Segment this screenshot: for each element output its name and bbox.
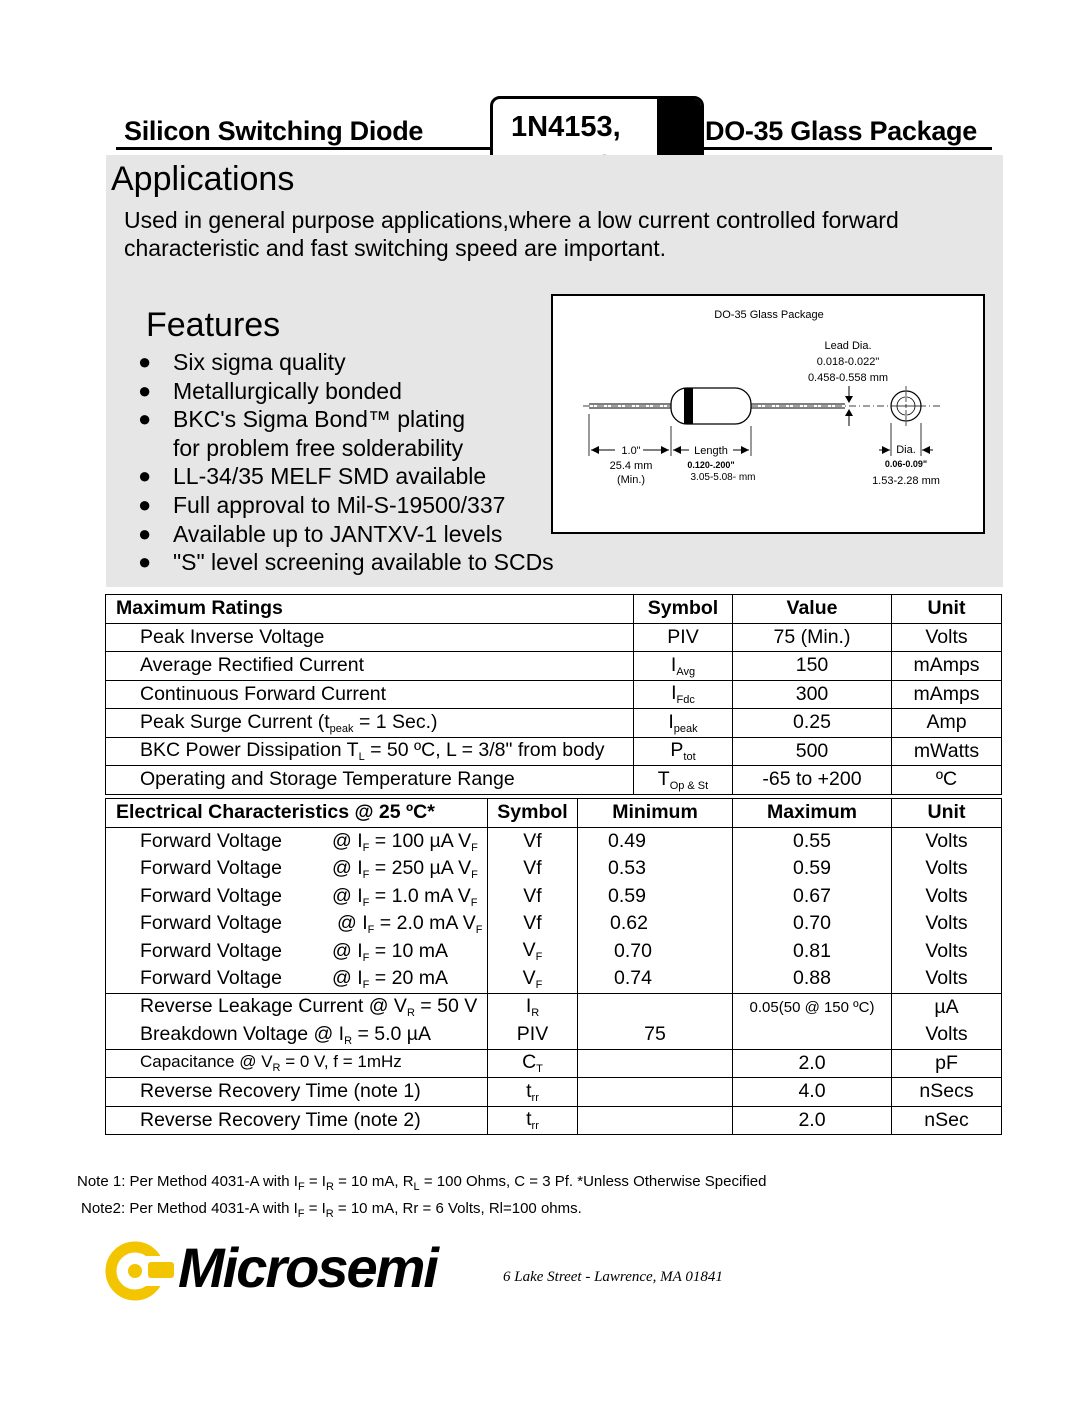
doc-title-left: Silicon Switching Diode	[124, 116, 424, 146]
length-mm: 3.05-5.08- mm	[690, 472, 756, 483]
symbol-cell: $I_{Avg}$	[634, 652, 733, 681]
length-in: 0.120-.200"	[687, 460, 735, 470]
symbol-cell: $I_{peak}$	[634, 709, 733, 738]
unit-cell: Volts	[892, 938, 1002, 966]
table-row	[106, 1106, 1002, 1135]
param-cell: Forward Voltage @ $I_F = 1.0$ mA $V_F$	[106, 883, 488, 911]
features-heading: Features	[146, 306, 281, 344]
symbol-cell: $T_{Op \& St}$	[634, 766, 733, 795]
param-cell: Forward Voltage @ $I_F = 250$ µA $V_F$	[106, 855, 488, 883]
table-row	[106, 623, 1002, 652]
param-cell: Forward Voltage @ $I_F = 10$ mA	[106, 938, 488, 966]
bullet-icon: ●	[138, 491, 152, 517]
value-cell: 150	[733, 652, 892, 681]
dia-label: Dia.	[896, 444, 916, 456]
microsemi-logo	[102, 1236, 482, 1306]
unit-cell: Amp	[892, 709, 1002, 738]
max-cell	[733, 1021, 892, 1049]
min-cell: 0.62	[578, 910, 733, 938]
value-cell: 0.25	[733, 709, 892, 738]
feature-item: ● Six sigma quality	[138, 349, 346, 375]
table-row	[106, 993, 1002, 1021]
unit-cell: ºC	[892, 766, 1002, 795]
unit-cell: pF	[892, 1049, 1002, 1078]
col-header: Maximum Ratings	[106, 595, 634, 624]
company-address: 6 Lake Street - Lawrence, MA 01841	[503, 1269, 723, 1285]
unit-cell: Volts	[892, 965, 1002, 993]
table-header-row	[106, 595, 1002, 624]
param-cell: Reverse Recovery Time (note 1)	[106, 1078, 488, 1107]
unit-cell: nSec	[892, 1106, 1002, 1135]
table-row	[106, 1021, 1002, 1049]
table-row	[106, 1049, 1002, 1078]
company-name: Microsemi	[178, 1236, 437, 1299]
table-row	[106, 709, 1002, 738]
max-cell: 0.81	[733, 938, 892, 966]
table-row	[106, 827, 1002, 855]
features-list	[138, 348, 554, 577]
lead-length-in: 1.0"	[621, 445, 641, 457]
dia-mm: 1.53-2.28 mm	[872, 475, 940, 487]
doc-title-right: DO-35 Glass Package	[705, 116, 977, 146]
table-row	[106, 855, 1002, 883]
table-row	[106, 883, 1002, 911]
applications-line-1: Used in general purpose applications,where a low current controlled forward	[124, 207, 899, 233]
unit-cell: µA	[892, 993, 1002, 1021]
unit-cell: Volts	[892, 855, 1002, 883]
col-header: Unit	[892, 595, 1002, 624]
symbol-cell: PIV	[488, 1021, 578, 1049]
max-cell: 0.67	[733, 883, 892, 911]
bullet-icon: ●	[138, 377, 152, 403]
value-cell: -65 to +200	[733, 766, 892, 795]
min-cell	[578, 1078, 733, 1107]
min-cell	[578, 1106, 733, 1135]
dia-in: 0.06-0.09"	[884, 459, 928, 469]
max-cell: 0.05(50 @ 150 ºC)	[733, 993, 892, 1021]
feature-item: ● Metallurgically bonded	[138, 377, 402, 404]
symbol-cell: Vf	[488, 827, 578, 855]
table-row	[106, 680, 1002, 709]
param-cell: BKC Power Dissipation $T_L = 50$ ºC, L = 3/8" from body	[106, 737, 634, 766]
param-cell: Forward Voltage @ $I_F = 20$ mA	[106, 965, 488, 993]
unit-cell: mWatts	[892, 737, 1002, 766]
col-header: Electrical Characteristics @ 25 ºC*	[106, 799, 488, 828]
electrical-table	[105, 798, 1002, 1135]
max-cell: 0.55	[733, 827, 892, 855]
param-cell: Operating and Storage Temperature Range	[106, 766, 634, 795]
table-row	[106, 1078, 1002, 1107]
feature-item: ● LL-34/35 MELF SMD available	[138, 463, 487, 490]
min-cell: 0.70	[578, 938, 733, 966]
bullet-icon: ●	[138, 349, 152, 374]
max-cell: 0.70	[733, 910, 892, 938]
max-cell: 4.0	[733, 1078, 892, 1107]
col-header: Symbol	[488, 799, 578, 828]
bullet-icon: ●	[138, 549, 152, 575]
logo-mark-icon	[102, 1238, 176, 1304]
feature-item: ● Full approval to Mil-S-19500/337	[138, 491, 506, 518]
max-cell: 0.59	[733, 855, 892, 883]
header-rule-left	[116, 147, 490, 150]
package-diagram-svg	[553, 296, 983, 532]
unit-cell: Volts	[892, 910, 1002, 938]
param-cell: Reverse Leakage Current @ $V_R = 50$ V	[106, 993, 488, 1021]
table-row	[106, 965, 1002, 993]
symbol-cell: PIV	[634, 623, 733, 652]
pkg-title: DO-35 Glass Package	[714, 309, 824, 321]
lead-dia-mm: 0.458-0.558 mm	[807, 372, 889, 384]
table-row	[106, 910, 1002, 938]
lead-length-min: (Min.)	[616, 474, 646, 486]
param-cell: Average Rectified Current	[106, 652, 634, 681]
applications-line-2: characteristic and fast switching speed are important.	[124, 235, 667, 261]
package-drawing	[551, 294, 985, 534]
max-cell: 0.88	[733, 965, 892, 993]
symbol-cell: $I_R$	[488, 993, 578, 1021]
param-cell: Peak Surge Current ($t_{peak} = 1$ Sec.)	[106, 709, 634, 738]
param-cell: Capacitance @ $V_R = 0$ V, f = 1mHz	[106, 1049, 488, 1078]
symbol-cell: Vf	[488, 910, 578, 938]
col-header: Maximum	[733, 799, 892, 828]
unit-cell: nSecs	[892, 1078, 1002, 1107]
min-cell: 75	[578, 1021, 733, 1049]
max-cell: 2.0	[733, 1106, 892, 1135]
col-header: Symbol	[634, 595, 733, 624]
length-label: Length	[694, 445, 728, 457]
symbol-cell: $I_{Fdc}$	[634, 680, 733, 709]
symbol-cell: $P_{tot}$	[634, 737, 733, 766]
unit-cell: mAmps	[892, 680, 1002, 709]
applications-heading: Applications	[111, 160, 295, 198]
table-header-row	[106, 799, 1002, 828]
param-cell: Forward Voltage @ $I_F = 100$ µA $V_F$	[106, 827, 488, 855]
lead-length-mm: 25.4 mm	[609, 460, 653, 472]
value-cell: 300	[733, 680, 892, 709]
note-2: Note2: Per Method 4031-A with $I_F = I_R = 10$ mA, Rr = 6 Volts, Rl=100 ohms.	[81, 1200, 582, 1220]
symbol-cell: $V_F$	[488, 965, 578, 993]
unit-cell: Volts	[892, 827, 1002, 855]
bullet-icon: ●	[138, 406, 152, 432]
symbol-cell: Vf	[488, 883, 578, 911]
min-cell: 0.59	[578, 883, 733, 911]
value-cell: 500	[733, 737, 892, 766]
symbol-cell: Vf	[488, 855, 578, 883]
min-cell	[578, 1049, 733, 1078]
part-number-1: 1N4153,	[511, 111, 621, 143]
param-cell: Reverse Recovery Time (note 2)	[106, 1106, 488, 1135]
table-row	[106, 766, 1002, 795]
symbol-cell: $C_T$	[488, 1049, 578, 1078]
col-header: Value	[733, 595, 892, 624]
feature-item: for problem free solderability	[173, 434, 464, 461]
glass-body	[671, 388, 751, 424]
feature-item: ● Available up to JANTXV-1 levels	[138, 520, 503, 547]
param-cell: Breakdown Voltage @ $I_R = 5.0$ µA	[106, 1021, 488, 1049]
symbol-cell: $t_{rr}$	[488, 1078, 578, 1107]
max-cell: 2.0	[733, 1049, 892, 1078]
value-cell: 75 (Min.)	[733, 623, 892, 652]
min-cell: 0.53	[578, 855, 733, 883]
table-row	[106, 938, 1002, 966]
param-cell: Peak Inverse Voltage	[106, 623, 634, 652]
table-row	[106, 652, 1002, 681]
bullet-icon: ●	[138, 520, 152, 546]
min-cell: 0.49	[578, 827, 733, 855]
note-1: Note 1: Per Method 4031-A with $I_F = I_R = 10$ mA, $R_L = 100$ Ohms, C = 3 Pf. *Unless Otherwise Specified	[77, 1173, 767, 1193]
header-rule-right	[700, 147, 992, 150]
param-cell: Continuous Forward Current	[106, 680, 634, 709]
unit-cell: Volts	[892, 1021, 1002, 1049]
unit-cell: Volts	[892, 883, 1002, 911]
lead-dia-in: 0.018-0.022"	[816, 356, 880, 368]
unit-cell: Volts	[892, 623, 1002, 652]
table-row	[106, 737, 1002, 766]
applications-text	[124, 206, 994, 262]
feature-item: ● "S" level screening available to SCDs	[138, 549, 554, 576]
unit-cell: mAmps	[892, 652, 1002, 681]
cathode-stripe	[684, 388, 693, 424]
symbol-cell: $V_F$	[488, 938, 578, 966]
min-cell: 0.74	[578, 965, 733, 993]
min-cell	[578, 993, 733, 1021]
bullet-icon: ●	[138, 463, 152, 489]
col-header: Minimum	[578, 799, 733, 828]
col-header: Unit	[892, 799, 1002, 828]
symbol-cell: $t_{rr}$	[488, 1106, 578, 1135]
param-cell: Forward Voltage @ $I_F = 2.0$ mA $V_F$	[106, 910, 488, 938]
lead-dia-label: Lead Dia.	[824, 340, 872, 352]
max-ratings-table	[105, 594, 1002, 795]
feature-item: ● BKC's Sigma Bond™ plating	[138, 406, 466, 433]
